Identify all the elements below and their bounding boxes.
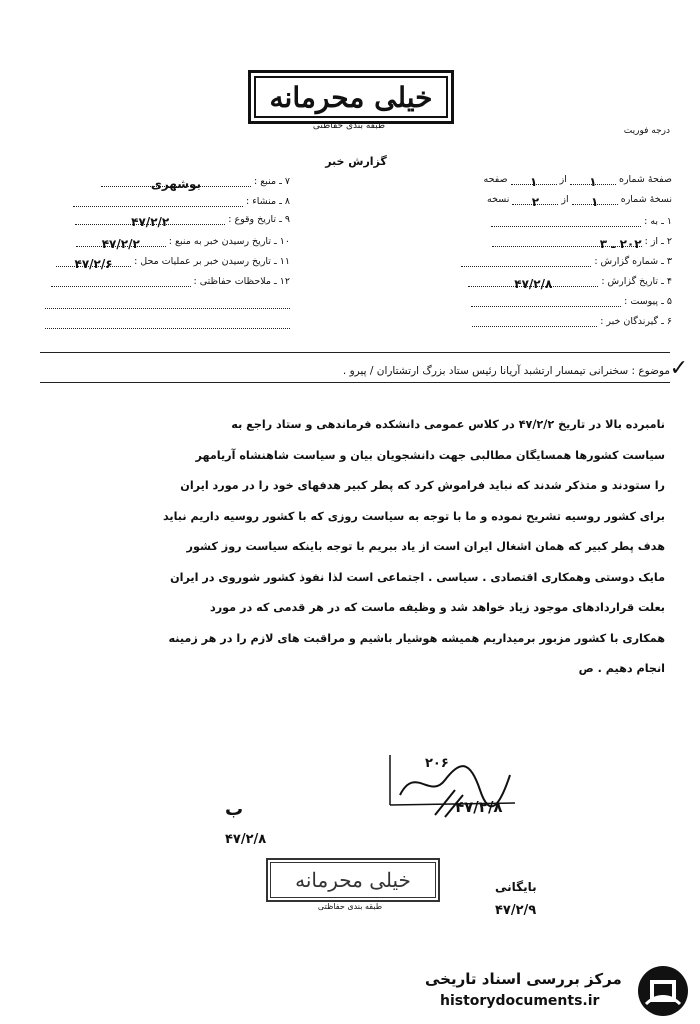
security-notes-field: ۱۲ ـ ملاحظات حفاظتی : [45, 276, 290, 287]
attachment-field: ۵ ـ پیوست : [471, 296, 672, 307]
checkmark-icon: ✓ [669, 356, 688, 381]
report-title: گزارش خبر [325, 155, 387, 168]
body-line: هدف پطر کبیر که همان اشغال ایران است از یاد ببریم با توجه باینکه سیاست روز کشور [186, 540, 665, 553]
body-line: را ستودند و متذکر شدند که نباید فراموش کرد که پطر کبیر هدفهای خود را در مورد ایران [180, 479, 665, 492]
right-note: بایگانی [495, 880, 537, 894]
signature-date: ۴۷/۲/۸ [455, 798, 503, 816]
subject-line: موضوع : سخنرانی تیمسار ارتشبد آریانا رئیس ستاد بزرگ ارتشتاران / پیرو . [342, 365, 670, 377]
signature-number: ۲۰۶ [425, 756, 449, 771]
body-line: سیاست کشورها همسایگان مطالبی جهت دانشجویان بیان و سیاست شاهنشاه آریامهر [195, 448, 665, 462]
bottom-stamp-caption: طبقه بندی حفاظتی [317, 902, 383, 911]
classification-stamp-caption: طبقه بندی حفاظتی [312, 121, 386, 131]
occurrence-date-field: ۹ ـ تاریخ وقوع : ۴۷/۲/۲ [45, 214, 290, 225]
page-number-field: صفحهٔ شماره ۱ از ۱ صفحه [483, 174, 672, 189]
bottom-classification-stamp: خیلی محرمانه [266, 858, 440, 902]
source-receipt-date-field: ۱۰ ـ تاریخ رسیدن خبر به منبع : ۴۷/۲/۲ [30, 236, 290, 247]
subject-divider [40, 382, 670, 383]
blank-line-2 [45, 318, 290, 329]
archive-logo-icon [636, 964, 690, 1018]
body-line: مایک دوستی وهمکاری اقتصادی . سیاسی . اجتماعی است لذا نفوذ کشور شوروی در ایران [170, 570, 665, 584]
body-line: انجام دهیم . ص [578, 662, 665, 675]
operations-receipt-date-field: ۱۱ ـ تاریخ رسیدن خبر بر عملیات محل : ۴۷/۲/۶ [22, 256, 290, 267]
source-field: ۷ ـ منبع : بوشهری [45, 176, 290, 187]
right-note: ۴۷/۲/۹ [495, 903, 537, 918]
to-field: ۱ ـ به : [491, 216, 672, 227]
report-body [85, 410, 665, 685]
left-note: ۴۷/۲/۸ [225, 832, 267, 847]
report-date-field: ۴ ـ تاریخ گزارش : ۴۷/۲/۸ [468, 276, 672, 287]
from-field: ۲ ـ از : ۲۰۲ ـ ۳ [492, 236, 672, 247]
left-handwritten-notes [225, 795, 266, 855]
body-line: نامبرده بالا در تاریخ ۴۷/۲/۲ در کلاس عمومی دانشکده فرماندهی و ستاد راجع به [231, 418, 665, 431]
header-divider [40, 352, 670, 353]
recipients-field: ۶ ـ گیرندگان خبر : [472, 316, 672, 327]
right-handwritten-notes [495, 875, 537, 923]
origin-field: ۸ ـ منشاء : [45, 196, 290, 207]
footer-org-name: مرکز بررسی اسناد تاریخی [425, 970, 622, 988]
copy-number-field: نسخهٔ شماره ۱ از ۲ نسخه [487, 194, 672, 209]
body-line: برای کشور روسیه تشریح نموده و ما با توجه به سیاست روزی که با کشور روسیه داریم نباید [162, 509, 665, 523]
body-line: بعلت قراردادهای موجود زیاد خواهد شد و وظیفه ماست که در هر قدمی که در مورد [209, 601, 665, 614]
left-note: ب [225, 799, 244, 820]
body-line: همکاری با کشور مزبور برمیداریم همیشه هوشیار باشیم و مراقبت های لازم را در هر زمینه [168, 631, 665, 645]
footer-url: historydocuments.ir [440, 993, 600, 1009]
report-number-field: ۳ ـ شماره گزارش : [461, 256, 672, 267]
blank-line-1 [45, 298, 290, 309]
urgency-degree-label: درجه فوریت [623, 126, 670, 136]
classification-stamp: خیلی محرمانه [248, 70, 454, 124]
